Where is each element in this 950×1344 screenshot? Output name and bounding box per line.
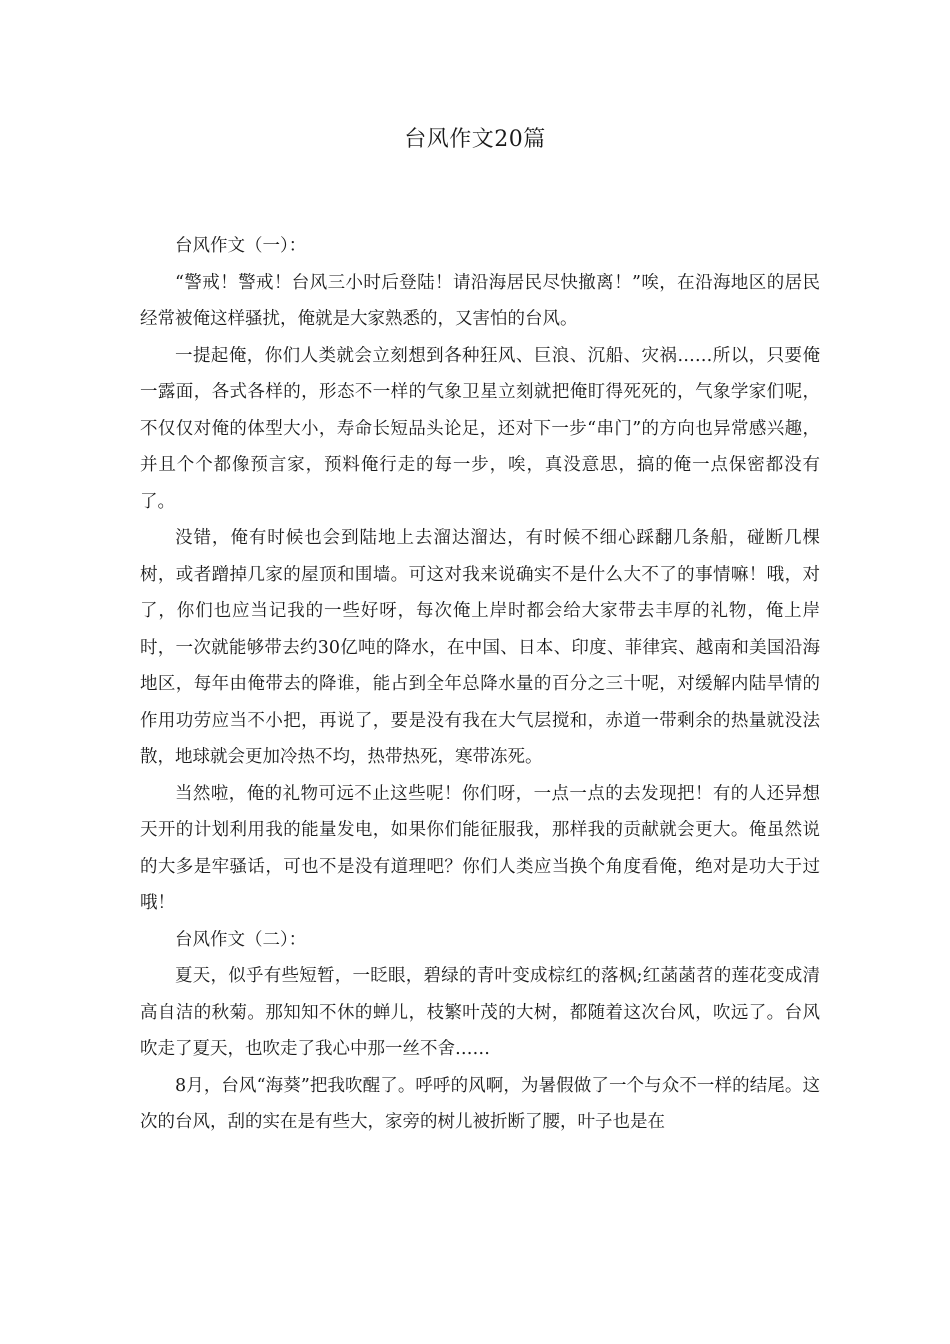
paragraph: 8月，台风“海葵”把我吹醒了。呼呼的风啊，为暑假做了一个与众不一样的结尾。这次的台风，刮的实在是有些大，家旁的树儿被折断了腰，叶子也是在 [140, 1075, 820, 1132]
paragraph: 没错，俺有时候也会到陆地上去溜达溜达，有时候不细心踩翻几条船，碰断几棵树，或者蹭掉几家的屋顶和围墙。可这对我来说确实不是什么大不了的事情嘛！哦，对了，你们也应当记我的一些好呀，每次俺上岸时都会给大家带去丰厚的礼物，俺上岸时，一次就能够带去约30亿吨的降水，在中国、日本、印度、菲律宾、越南和美国沿海地区，每年由俺带去的降谁，能占到全年总降水量的百分之三十呢，对缓解内陆旱情的作用功劳应当不小把，再说了，要是没有我在大气层搅和，赤道一带剩余的热量就没法散，地球就会更加冷热不均，热带热死，寒带冻死。 [140, 528, 820, 767]
paragraph: 夏天，似乎有些短暂，一眨眼，碧绿的青叶变成棕红的落枫;红菡菡苕的莲花变成清高自洁的秋菊。那知知不休的蝉儿，枝繁叶茂的大树，都随着这次台风，吹远了。台风吹走了夏天，也吹走了我心中那一丝不舍…… [140, 966, 820, 1059]
section-heading-1: 台风作文（一）： [175, 236, 307, 256]
document-title: 台风作文20篇 [404, 127, 546, 152]
paragraph: 一提起俺，你们人类就会立刻想到各种狂风、巨浪、沉船、灾祸……所以，只要俺一露面，各式各样的，形态不一样的气象卫星立刻就把俺盯得死死的，气象学家们呢，不仅仅对俺的体型大小，寿命长短品头论足，还对下一步“串门”的方向也异常感兴趣，并且个个都像预言家，预料俺行走的每一步，唉，真没意思，搞的俺一点保密都没有了。 [140, 345, 820, 512]
document-body [140, 228, 820, 1141]
paragraph: 当然啦，俺的礼物可远不止这些呢！你们呀，一点一点的去发现把！有的人还异想天开的计划利用我的能量发电，如果你们能征服我，那样我的贡献就会更大。俺虽然说的大多是牢骚话，可也不是没有道理吧？你们人类应当换个角度看俺，绝对是功大于过哦！ [140, 783, 820, 913]
paragraph: “警戒！警戒！台风三小时后登陆！请沿海居民尽快撤离！”唉，在沿海地区的居民经常被俺这样骚扰，俺就是大家熟悉的，又害怕的台风。 [140, 272, 820, 329]
section-heading-2: 台风作文（二）： [175, 929, 307, 950]
